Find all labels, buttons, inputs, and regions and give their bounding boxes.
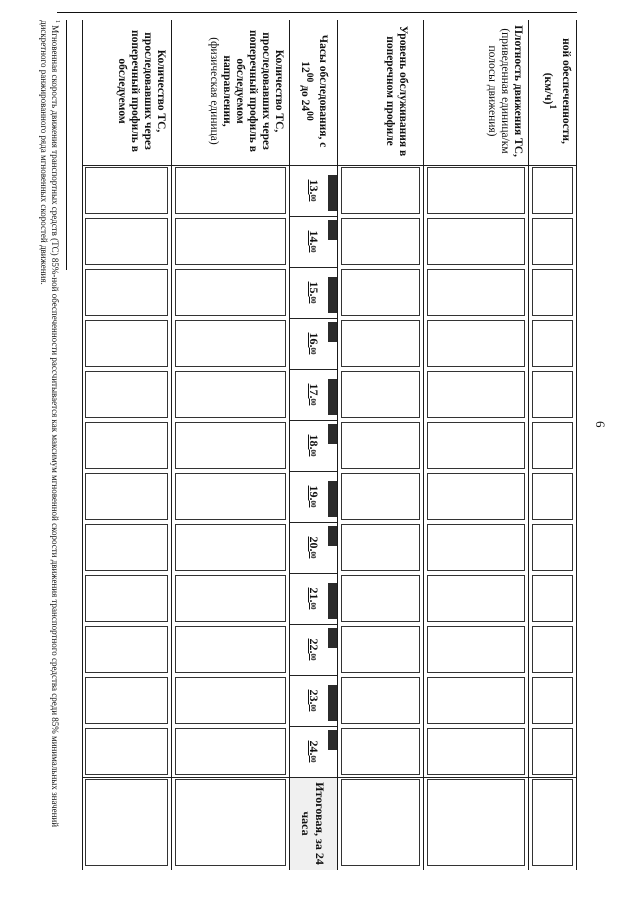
row-count-2 [82,20,172,870]
empty-cell [341,626,420,673]
hour-divider [290,318,337,319]
empty-cell [175,320,286,367]
empty-cell [532,728,573,775]
row-count-physical-final-divider [172,777,289,778]
empty-cell [427,320,525,367]
scan-shadow [328,379,337,415]
final-cell [427,779,525,866]
count-physical-label: Количество ТС, проследовавших через поперечный профиль в обследуемом направлении, (физическая единица) [208,30,285,152]
hour-divider [290,675,337,676]
empty-cell [85,677,168,724]
empty-cell [532,473,573,520]
hour-divider [290,216,337,217]
hour-divider [290,369,337,370]
rotated-page [39,20,608,870]
empty-cell [427,371,525,418]
hour-divider [290,471,337,472]
row-count-physical-label-divider [172,165,289,166]
empty-cell [175,728,286,775]
row-level-label-divider [338,165,423,166]
empty-cell [175,269,286,316]
empty-cell [427,473,525,520]
row-density [424,20,529,870]
table-left-border [57,12,577,13]
empty-cell [532,524,573,571]
empty-cell [427,269,525,316]
row-count-2-label-divider [83,165,171,166]
empty-cell [532,218,573,265]
row-density-final-divider [424,777,528,778]
scan-shadow [328,424,337,444]
hour-divider [290,267,337,268]
empty-cell [341,167,420,214]
scan-shadow [328,526,337,546]
row-hours-final-divider [290,777,337,778]
hour-slot: 22. 00 [307,638,321,661]
final-cell [85,779,168,866]
empty-cell [85,473,168,520]
hour-slot: 24. 00 [307,740,321,763]
row-hours-label-divider [290,165,337,166]
density-label: Плотность движения ТС, (приведенная единица/км полосы движения) [486,25,524,157]
empty-cell [427,524,525,571]
scan-shadow [328,322,337,342]
empty-cell [341,269,420,316]
hour-slot: 18. 00 [307,434,321,457]
scan-shadow [328,481,337,517]
empty-cell [532,167,573,214]
empty-cell [85,320,168,367]
empty-cell [532,422,573,469]
scan-shadow [328,175,337,211]
hour-slot: 14. 00 [307,230,321,253]
scan-shadow [328,628,337,648]
empty-cell [341,728,420,775]
hour-slot: 16. 00 [307,332,321,355]
empty-cell [341,575,420,622]
empty-cell [427,575,525,622]
empty-cell [175,677,286,724]
empty-cell [532,626,573,673]
level-label: Уровень обслуживания в поперечном профиле [384,25,409,157]
hour-slot: 15. 00 [307,281,321,304]
empty-cell [85,728,168,775]
row-count-2-final-divider [83,777,171,778]
hours-label: Часы обследования, с $12^{00}$ до $24^{00}$ [299,34,329,148]
empty-cell [532,371,573,418]
empty-cell [85,269,168,316]
empty-cell [532,677,573,724]
empty-cell [175,575,286,622]
footnote-rule [66,20,67,270]
empty-cell [427,218,525,265]
hour-divider [290,573,337,574]
speed-label: ной обеспеченности, $(км/ч)^1$ [542,38,572,144]
hour-slot: 20. 00 [307,536,321,559]
hour-slot: 19. 00 [307,485,321,508]
empty-cell [427,728,525,775]
row-hours [290,20,338,870]
empty-cell [175,626,286,673]
empty-cell [175,218,286,265]
hour-divider [290,624,337,625]
empty-cell [532,320,573,367]
row-level-final-divider [338,777,423,778]
hour-divider [290,420,337,421]
row-speed [529,20,577,870]
empty-cell [427,677,525,724]
empty-cell [532,269,573,316]
scan-shadow [328,277,337,313]
empty-cell [341,371,420,418]
empty-cell [175,371,286,418]
final-cell [532,779,573,866]
empty-cell [341,320,420,367]
empty-cell [427,167,525,214]
hour-divider [290,726,337,727]
empty-cell [175,422,286,469]
row-density-label-divider [424,165,528,166]
empty-cell [85,218,168,265]
final-cell [175,779,286,866]
empty-cell [341,422,420,469]
empty-cell [427,626,525,673]
empty-cell [341,218,420,265]
scan-shadow [328,220,337,240]
empty-cell [85,167,168,214]
hour-slot: 13. 00 [307,179,321,202]
empty-cell [175,473,286,520]
final-cell [341,779,420,866]
empty-cell [175,524,286,571]
count-2-label: Количество ТС, проследовавших через поперечный профиль в обследуемом [116,30,167,152]
hour-slot: 21. 00 [307,587,321,610]
empty-cell [341,677,420,724]
hour-divider [290,522,337,523]
row-speed-label-divider [529,165,576,166]
row-count-physical [172,20,290,870]
footnote: $^1$ Мгновенная скорость движения транспортных средств (ТС) 85%-ной обеспеченности рассчитывается как максимум мгновенной скорости движения транспортного средства среди 85% минимальных значений дискретного ранжированного ряда мгновенных скоростей движения. [39,20,60,828]
empty-cell [85,422,168,469]
hour-slot: 17. 00 [307,383,321,406]
empty-cell [85,626,168,673]
scan-shadow [328,583,337,619]
scan-shadow [328,685,337,721]
scan-shadow [328,730,337,750]
empty-cell [85,371,168,418]
empty-cell [341,473,420,520]
empty-cell [175,167,286,214]
row-speed-final-divider [529,777,576,778]
empty-cell [427,422,525,469]
empty-cell [341,524,420,571]
page-number: 6 [593,421,608,428]
empty-cell [85,575,168,622]
hour-slot: 23. 00 [307,689,321,712]
row-level [338,20,424,870]
final-column-header: Итоговая, за 24 часа [290,777,337,870]
empty-cell [85,524,168,571]
survey-table [57,20,577,870]
empty-cell [532,575,573,622]
